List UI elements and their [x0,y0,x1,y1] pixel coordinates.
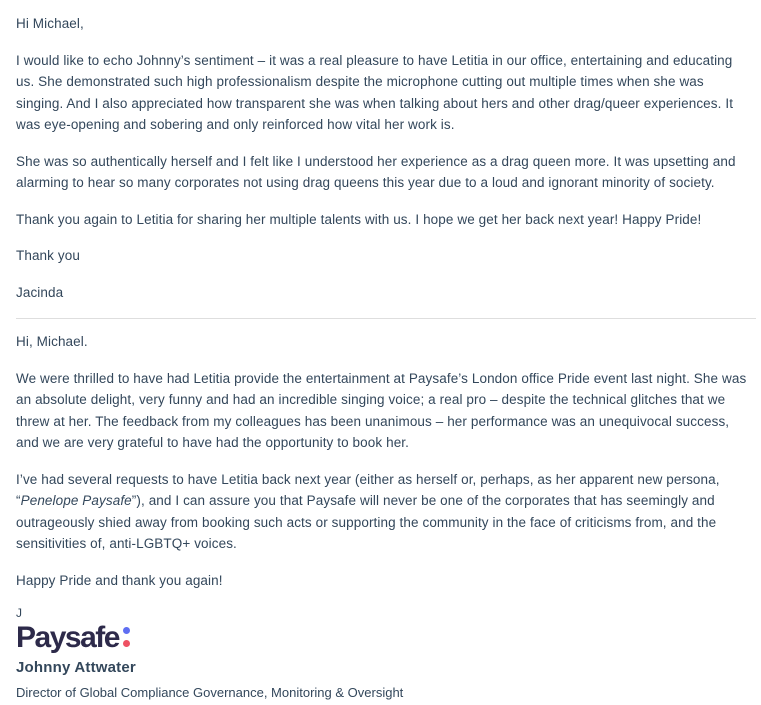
email-message-jacinda [16,13,747,303]
email1-sender-name: Jacinda [16,284,64,300]
email-message-johnny [16,331,747,701]
email2-closing: Happy Pride and thank you again! [16,572,223,588]
persona-text-before: I’ve had several requests to have Letitia back next year (either as herself or, perhaps, as her apparent new persona, “ [16,471,720,508]
email2-signature-block [16,606,747,701]
paysafe-colon-red-dot-icon [123,640,130,647]
email1-paragraph-3: Thank you again to Letitia for sharing her multiple talents with us. I hope we get her back next year! Happy Pride! [16,211,702,227]
paysafe-logo [16,621,747,654]
email1-closing: Thank you [16,248,80,263]
email1-paragraph-2: She was so authentically herself and I felt like I understood her experience as a drag queen more. It was upsetting and alarming to hear so many corporates not using drag queens this year due to a loud and ignorant minority of society. [16,153,736,190]
email1-greeting: Hi Michael, [16,16,84,31]
persona-name-italic: Penelope Paysafe [20,493,132,508]
email2-paragraph-1: We were thrilled to have had Letitia provide the entertainment at Paysafe’s London office Pride event last night. She was an absolute delight, very funny and had an incredible singing voice; a real pro – despite the technical glitches that we threw at her. The feedback from my colleagues has been unanimous – her performance was an unequivocal success, and we are very grateful to have had the opportunity to book her. [16,370,747,450]
message-divider [16,318,756,319]
paysafe-logo-wordmark: Paysafe [16,621,119,654]
paysafe-colon-blue-dot-icon [123,627,130,634]
email2-greeting: Hi, Michael. [16,334,88,349]
email1-paragraph-1: I would like to echo Johnny’s sentiment – it was a real pleasure to have Letitia in our office, entertaining and educating us. She demonstrated such high professionalism despite the microphone cutting out multiple times when she was singing. And I also appreciated how transparent she was when talking about hers and other drag/queer experiences. It was eye-opening and sobering and only reinforced how vital her work is. [16,52,734,132]
email2-sender-title: Director of Global Compliance Governance, Monitoring & Oversight [16,685,404,700]
email2-sender-initial: J [16,606,22,620]
email2-sender-name: Johnny Attwater [16,659,136,676]
paysafe-logo-colon-icon [123,627,130,651]
persona-text-after: ”), and I can assure you that Paysafe will never be one of the corporates that has seemingly and outrageously shied away from booking such acts or supporting the community in the face of criticisms from, and the sensitivities of, anti-LGBTQ+ voices. [16,493,717,551]
email2-paragraph-persona [16,469,747,555]
